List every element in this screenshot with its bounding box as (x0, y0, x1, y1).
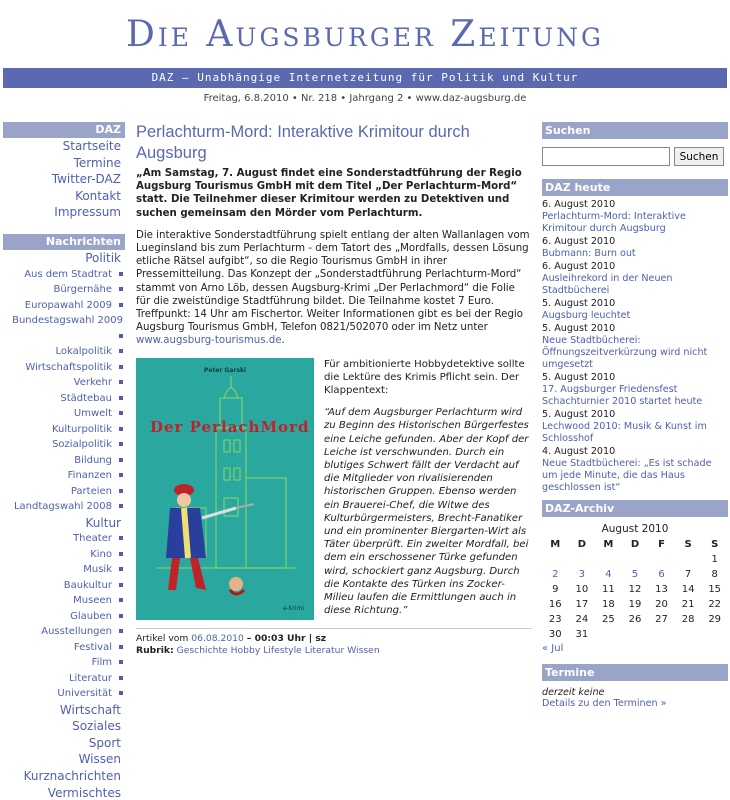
sidebar-heading-daz: DAZ (3, 122, 125, 138)
calendar-day: 17 (575, 599, 589, 610)
book-cover-image (136, 358, 314, 620)
calendar-day: 9 (552, 584, 559, 595)
calendar-empty-cell (595, 627, 622, 642)
daz-nav (3, 138, 125, 221)
calendar-day: 8 (711, 569, 718, 580)
calendar-week (542, 597, 728, 612)
sidebar-item-glauben[interactable]: Glauben (3, 609, 125, 625)
search-input[interactable] (542, 147, 670, 166)
calendar-day: 23 (548, 614, 562, 625)
sidebar-item-twitter-daz[interactable]: Twitter-DAZ (51, 172, 121, 187)
calendar-empty-cell (569, 552, 596, 567)
calendar-month: August 2010 (601, 523, 669, 535)
calendar-day: 15 (708, 584, 722, 595)
calendar-prev-month-link[interactable]: « Jul (542, 643, 564, 654)
today-item-link[interactable]: Lechwood 2010: Musik & Kunst im Schlosshof (542, 421, 707, 444)
article-body-end: . (281, 335, 285, 347)
calendar-empty-cell (648, 552, 675, 567)
calendar-day: 19 (628, 599, 642, 610)
today-item-link[interactable]: Neue Stadtbücherei: „Es ist schade um jede Minute, die das Haus geschlossen ist“ (542, 458, 712, 493)
today-list-item (542, 236, 728, 260)
calendar-day[interactable]: 5 (631, 569, 639, 580)
sidebar-item-kontakt[interactable]: Kontakt (75, 188, 121, 203)
meta-prefix: Artikel vom (136, 632, 189, 644)
calendar-weekday: S (684, 539, 692, 550)
calendar-day: 28 (681, 614, 695, 625)
article-lead: „Am Samstag, 7. August findet eine Sonderstadtführung der Regio Augsburg Tourismus GmbH mit dem Titel „Der Perlachturm-Mord“ statt. Die Teilnehmer dieser Krimitour werden zu Detektiven und suchen gemeinsam den Mörder vom Perlachturm. (136, 168, 522, 219)
calendar-week (542, 567, 728, 582)
calendar-week (542, 552, 728, 567)
sidebar-item-aus-dem-stadtrat[interactable]: Aus dem Stadtrat (3, 267, 125, 283)
calendar-weekday: D (630, 539, 640, 550)
rubrik-link[interactable]: Hobby (230, 645, 261, 657)
calendar-day: 14 (681, 584, 695, 595)
sidebar-item-verkehr[interactable]: Verkehr (3, 375, 125, 391)
search-button[interactable]: Suchen (674, 147, 724, 166)
sidebar-item-bürgernähe[interactable]: Bürgernähe (3, 282, 125, 298)
sidebar-item-bundestagswahl-2009[interactable]: Bundestagswahl 2009 (3, 313, 125, 344)
calendar-day[interactable]: 4 (605, 569, 612, 580)
rubrik-link[interactable]: Wissen (347, 645, 380, 657)
masthead (0, 10, 730, 60)
rubrik-link[interactable]: Geschichte (176, 645, 228, 657)
sidebar-item-politik[interactable]: Politik (85, 250, 121, 265)
archive-calendar (542, 523, 728, 642)
news-nav (3, 250, 125, 800)
today-item-date: 5. August 2010 (542, 372, 616, 383)
search-form (542, 147, 728, 167)
sidebar-item-literatur[interactable]: Literatur (3, 671, 125, 687)
calendar-day: 16 (548, 599, 562, 610)
sidebar-item-kultur[interactable]: Kultur (85, 515, 121, 530)
calendar-empty-cell (648, 627, 675, 642)
article-body-text: Die interaktive Sonderstadtführung spielt entlang der alten Wallanlagen vom Lueginsland bis zum Perlachturm - dem Tatort des „Mordfalls, dessen Lösung etliche Rätsel aufgibt“, so die Regio Tourismus GmbH in ihrer Pressemitteilung. Das Konzept der „Sonderstadtführung Perlachturm-Mord“ stammt von Arno Löb, dessen Augsburg-Krimi „Der Perlachmord“ die Folie für die zweistündige Stadtführung bildet. Die Teilnahme kostet 7 Euro. Treffpunkt: 14 Uhr am Fischertor. Weiter Informationen gibt es bei der Regio Augsburg Tourismus GmbH, Telefon 0821/502070 oder im Netz unter (136, 229, 530, 334)
calendar-day: 7 (684, 569, 692, 580)
aside-text (324, 358, 532, 618)
today-item-date: 6. August 2010 (542, 261, 616, 272)
sidebar-item-kino[interactable]: Kino (3, 547, 125, 563)
right-sidebar (542, 122, 728, 709)
calendar-day: 22 (708, 599, 722, 610)
today-item-link[interactable]: 17. Augsburger Friedensfest Schachturnier 2010 startet heute (542, 384, 703, 407)
article-lower (136, 358, 532, 620)
sidebar-item-soziales[interactable]: Soziales (72, 719, 121, 734)
today-item-date: 6. August 2010 (542, 236, 616, 247)
book-publisher: a-Krimi (282, 604, 304, 612)
calendar-day[interactable]: 6 (658, 569, 665, 580)
sidebar-item-theater[interactable]: Theater (3, 531, 125, 547)
sidebar-item-europawahl-2009[interactable]: Europawahl 2009 (3, 298, 125, 314)
sidebar-item-kulturpolitik[interactable]: Kulturpolitik (3, 422, 125, 438)
calendar-weekday: S (711, 539, 719, 550)
left-sidebar (3, 122, 125, 800)
calendar-body (542, 552, 728, 642)
rubrik-links (177, 645, 380, 656)
today-item-date: 5. August 2010 (542, 323, 616, 334)
calendar-day: 18 (602, 599, 615, 610)
termine-heading: Termine (542, 664, 728, 681)
calendar-empty-cell (542, 552, 569, 567)
today-item-date: 5. August 2010 (542, 409, 616, 420)
calendar-day: 10 (575, 584, 589, 595)
sidebar-item-städtebau[interactable]: Städtebau (3, 391, 125, 407)
calendar-empty-cell (675, 552, 702, 567)
sidebar-item-umwelt[interactable]: Umwelt (3, 406, 125, 422)
calendar-empty-cell (622, 627, 649, 642)
article-date-link[interactable]: 06.08.2010 (191, 632, 244, 644)
calendar-day: 25 (602, 614, 615, 625)
calendar-weekday: M (550, 539, 561, 550)
today-heading: DAZ heute (542, 179, 728, 196)
blurb-quote: “Auf dem Augsburger Perlachturm wird zu Beginn des Historischen Bürgerfestes eine Leiche gefunden. Aber der Kopf der Leiche ist verschwunden. Durch ein blutiges Schwert fällt der Verdacht auf die Mitglieder von rivalisierenden historischen Gruppen. Ebenso werden ein Brauerei-Chef, die Witwe des Kulturbürgermeisters, Brecht-Fanatiker und ein prominenter Biergarten-Wirt als Täter überprüft. Ein zweiter Mordfall, bei dem ein erschossener Türke gefunden wird, schockiert ganz Augsburg. Durch die Kontakte des Türken ins Zocker-Milieu laufen die Ermittlungen auch in diese Richtung.” (324, 407, 529, 617)
sidebar-item-baukultur[interactable]: Baukultur (3, 578, 125, 594)
today-list-item (542, 446, 728, 494)
archive-heading: DAZ-Archiv (542, 500, 728, 517)
book-illustration (136, 358, 314, 620)
today-item-link[interactable]: Augsburg leuchtet (542, 310, 631, 321)
sidebar-item-sport[interactable]: Sport (88, 735, 121, 750)
rubrik-link[interactable]: Lifestyle (263, 645, 302, 657)
calendar-day[interactable]: 3 (578, 569, 586, 580)
sidebar-item-sozialpolitik[interactable]: Sozialpolitik (3, 437, 125, 453)
sidebar-item-ausstellungen[interactable]: Ausstellungen (3, 624, 125, 640)
calendar-week (542, 612, 728, 627)
sidebar-item-startseite[interactable]: Startseite (62, 139, 121, 153)
site-title[interactable]: Die Augsburger Zeitung (125, 14, 605, 55)
sidebar-item-lokalpolitik[interactable]: Lokalpolitik (3, 344, 125, 360)
calendar-day[interactable]: 2 (552, 569, 559, 580)
sidebar-item-kurznachrichten[interactable]: Kurznachrichten (23, 769, 121, 784)
calendar-day: 24 (575, 614, 589, 625)
today-item-date: 6. August 2010 (542, 199, 616, 210)
calendar-day: 31 (575, 629, 589, 640)
today-item-link[interactable]: Bubmann: Burn out (542, 248, 636, 259)
today-item-link[interactable]: Neue Stadtbücherei: Öffnungszeitverkürzung wird nicht umgesetzt (542, 335, 708, 370)
today-item-date: 5. August 2010 (542, 298, 616, 309)
today-list-item (542, 261, 728, 297)
meta-time: – 00:03 Uhr | sz (246, 632, 327, 644)
today-list (542, 199, 728, 494)
calendar-day: 29 (708, 614, 722, 625)
dateline: Freitag, 6.8.2010 • Nr. 218 • Jahrgang 2 • www.daz-augsburg.de (203, 93, 527, 104)
article-body (136, 229, 532, 348)
book-title: Der PerlachMord (150, 417, 310, 436)
calendar-weekday: D (577, 539, 586, 550)
calendar-day: 30 (548, 629, 562, 640)
sidebar-item-festival[interactable]: Festival (3, 640, 125, 656)
calendar-day: 27 (655, 614, 668, 625)
calendar-weekday: F (658, 539, 665, 550)
sidebar-item-wirtschaftspolitik[interactable]: Wirtschaftspolitik (3, 360, 125, 376)
sidebar-item-finanzen[interactable]: Finanzen (3, 468, 125, 484)
calendar-weekday: M (603, 539, 614, 550)
article-meta (136, 628, 532, 658)
calendar-empty-cell (675, 627, 702, 642)
sidebar-item-parteien[interactable]: Parteien (3, 484, 125, 500)
search-heading: Suchen (542, 122, 728, 139)
sidebar-item-termine[interactable]: Termine (73, 155, 121, 170)
calendar-week (542, 582, 728, 597)
sidebar-item-museen[interactable]: Museen (3, 593, 125, 609)
tourism-link[interactable]: www.augsburg-tourismus.de (136, 335, 282, 347)
sidebar-item-impressum[interactable]: Impressum (54, 205, 121, 220)
today-list-item (542, 409, 728, 445)
sidebar-item-bildung[interactable]: Bildung (3, 453, 125, 469)
calendar-empty-cell (595, 552, 622, 567)
today-list-item (542, 372, 728, 408)
sidebar-heading-nachrichten: Nachrichten (3, 234, 125, 250)
sidebar-item-universität[interactable]: Universität (3, 686, 125, 702)
calendar-day: 11 (602, 584, 615, 595)
rubrik-line (136, 645, 532, 658)
article-date-line (136, 633, 532, 646)
sidebar-item-vermischtes[interactable]: Vermischtes (47, 785, 121, 800)
calendar-week (542, 627, 728, 642)
book-author: Peter Garski (203, 366, 246, 374)
calendar-empty-cell (622, 552, 649, 567)
sidebar-item-landtagswahl-2008[interactable]: Landtagswahl 2008 (3, 499, 125, 515)
tagline-bar: DAZ – Unabhängige Internetzeitung für Politik und Kultur (3, 68, 727, 88)
today-list-item (542, 298, 728, 322)
today-item-link[interactable]: Perlachturm-Mord: Interaktive Krimitour durch Augsburg (542, 211, 686, 234)
aside-intro: Für ambitionierte Hobbydetektive sollte die Lektüre des Krimis Pflicht sein. Der Klappentext: (324, 358, 525, 397)
calendar-day: 12 (628, 584, 642, 595)
calendar-weekdays (542, 537, 728, 552)
sidebar-item-film[interactable]: Film (3, 655, 125, 671)
main-content (136, 122, 532, 658)
calendar-day: 21 (681, 599, 695, 610)
sidebar-item-wirtschaft[interactable]: Wirtschaft (59, 702, 121, 717)
calendar-empty-cell (701, 627, 728, 642)
termine-empty-text: derzeit keine (542, 687, 605, 698)
calendar-day: 20 (655, 599, 668, 610)
sidebar-item-wissen[interactable]: Wissen (78, 752, 121, 767)
calendar-day: 26 (628, 614, 642, 625)
today-list-item (542, 323, 728, 371)
sidebar-item-musik[interactable]: Musik (3, 562, 125, 578)
rubrik-link[interactable]: Literatur (304, 645, 345, 657)
calendar-day: 1 (711, 554, 718, 565)
termine-details-link[interactable]: Details zu den Terminen » (542, 698, 667, 709)
today-item-link[interactable]: Ausleihrekord in der Neuen Stadtbücherei (542, 273, 673, 296)
rubrik-label: Rubrik: (136, 645, 174, 657)
today-item-date: 4. August 2010 (542, 446, 616, 457)
calendar-day: 13 (655, 584, 668, 595)
today-list-item (542, 199, 728, 235)
article-title[interactable]: Perlachturm-Mord: Interaktive Krimitour durch Augsburg (136, 123, 470, 162)
